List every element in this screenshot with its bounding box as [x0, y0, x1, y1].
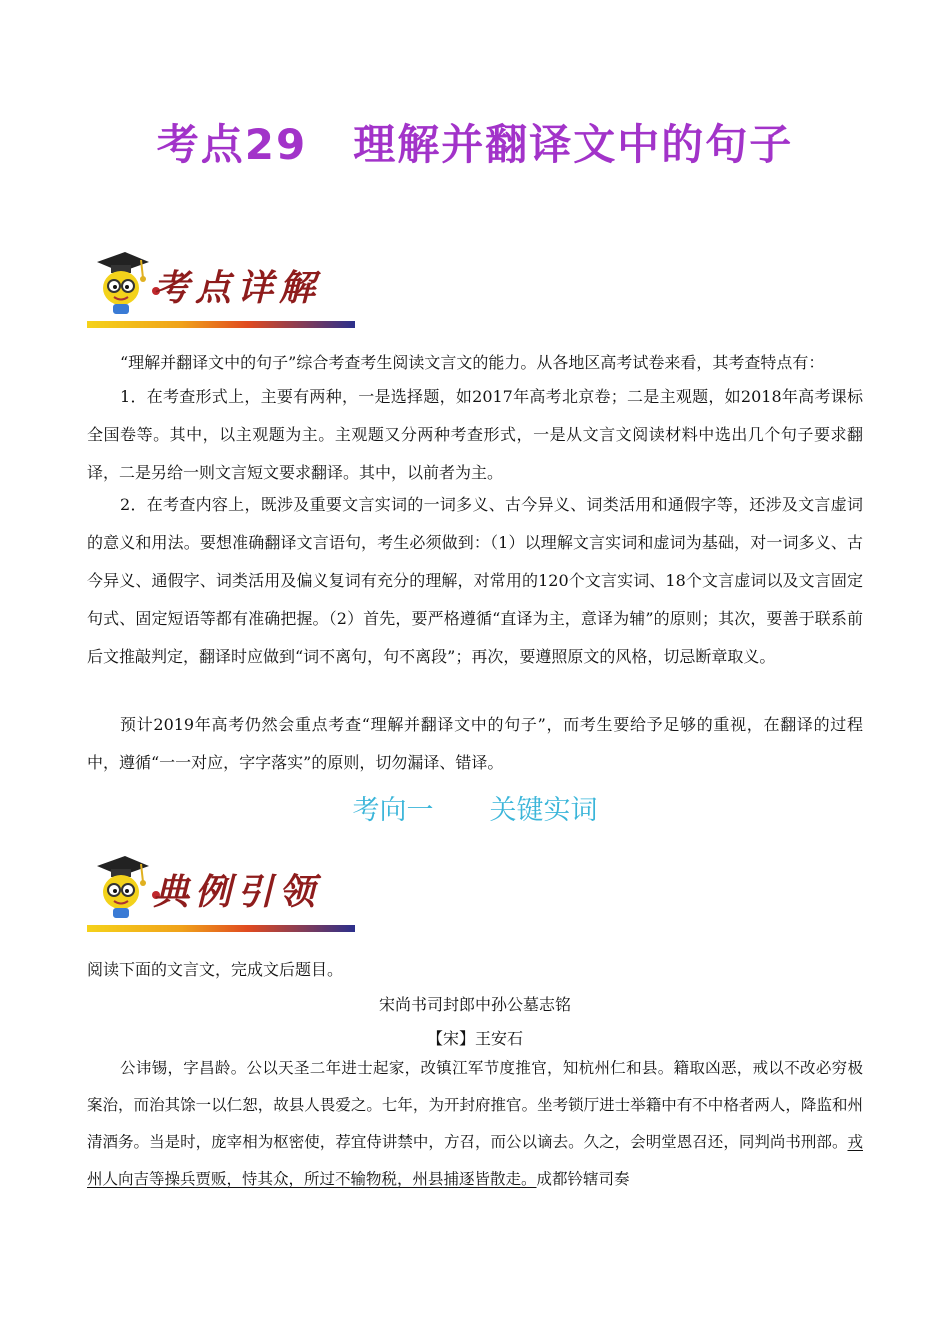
article-body — [87, 1050, 863, 1198]
section-topic: 关键实词 — [489, 795, 598, 826]
article-author: 【宋】王安石 — [426, 1029, 523, 1048]
page-title — [0, 112, 950, 172]
section-banner-dianli — [87, 850, 355, 932]
banner-label: 典例引领 — [153, 871, 322, 913]
section-heading — [0, 788, 950, 827]
title-number: 考点29 — [156, 120, 308, 169]
banner-underline — [87, 321, 355, 328]
banner-underline — [87, 925, 355, 932]
intro-paragraph-4: 预计2019年高考仍然会重点考查“理解并翻译文中的句子”，而考生要给予足够的重视，在翻译的过程中，遵循“一一对应，字字落实”的原则，切勿漏译、错译。 — [87, 715, 863, 772]
underlined-sentence: 戎州人向吉等操兵贾贩，恃其众，所过不输物税，州县捕逐皆散走。 — [87, 1133, 863, 1188]
section-number: 考向一 — [352, 795, 434, 826]
section-banner-kaodian — [87, 246, 355, 328]
scholar-mascot-icon — [91, 248, 151, 320]
reading-instruction: 阅读下面的文言文，完成文后题目。 — [87, 960, 344, 979]
article-body-continued: 成都钤辖司奏 — [536, 1170, 630, 1188]
article-title: 宋尚书司封郎中孙公墓志铭 — [378, 995, 571, 1014]
banner-label: 考点详解 — [153, 267, 322, 309]
article-body-text: 公讳锡，字昌龄。公以天圣二年进士起家，改镇江军节度推官，知杭州仁和县。籍取凶恶，戒以不改必穷极案治，而治其馀一以仁恕，故县人畏爱之。七年，为开封府推官。坐考锁厅进士举籍中有不中格者两人，降监和州清酒务。当是时，庞宰相为枢密使，荐宜侍讲禁中，方召，而公以谪去。久之，会明堂恩召还，同判尚书刑部。 — [87, 1059, 863, 1151]
title-text: 理解并翻译文中的句子 — [353, 120, 794, 169]
intro-paragraph-1: “理解并翻译文中的句子”综合考查考生阅读文言文的能力。从各地区高考试卷来看，其考查特点有： — [120, 353, 825, 372]
scholar-mascot-icon — [91, 852, 151, 924]
intro-paragraph-2: 1．在考查形式上，主要有两种，一是选择题，如2017年高考北京卷；二是主观题，如2018年高考课标全国卷等。其中，以主观题为主。主观题又分两种考查形式，一是从文言文阅读材料中选出几个句子要求翻译，二是另给一则文言短文要求翻译。其中，以前者为主。 — [87, 387, 863, 482]
intro-paragraph-3: 2．在考查内容上，既涉及重要文言实词的一词多义、古今异义、词类活用和通假字等，还涉及文言虚词的意义和用法。要想准确翻译文言语句，考生必须做到：（1）以理解文言实词和虚词为基础，对一词多义、古今异义、通假字、词类活用及偏义复词有充分的理解，对常用的120个文言实词、18个文言虚词以及文言固定句式、固定短语等都有准确把握。（2）首先，要严格遵循“直译为主，意译为辅”的原则；其次，要善于联系前后文推敲判定，翻译时应做到“词不离句，句不离段”；再次，要遵照原文的风格，切忌断章取义。 — [87, 495, 863, 666]
